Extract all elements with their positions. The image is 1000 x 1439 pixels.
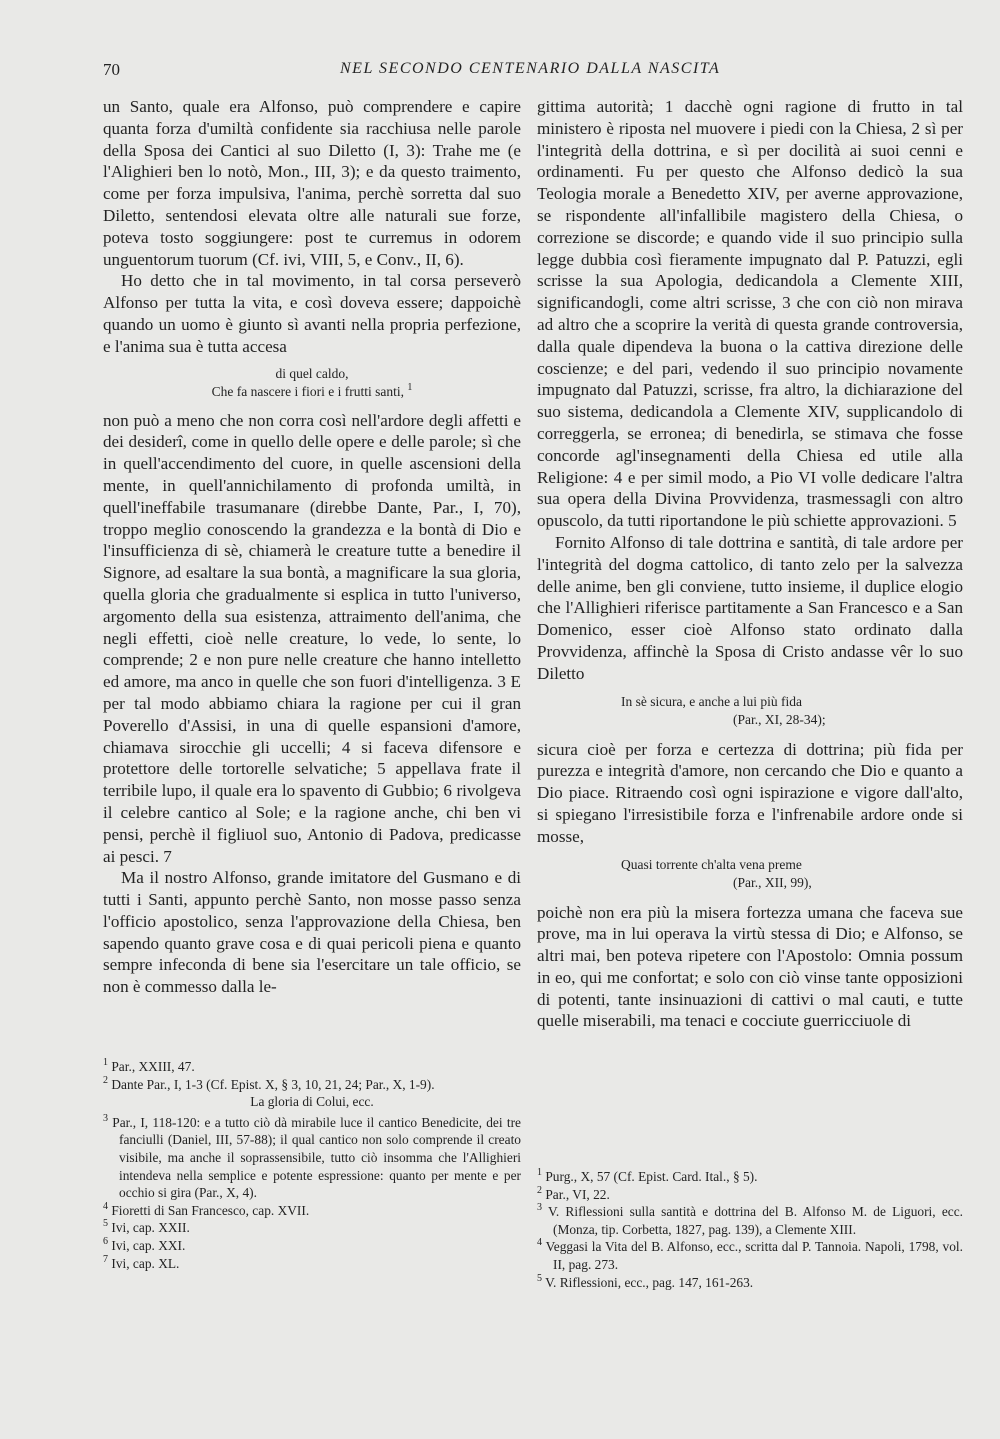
footnote [537, 1168, 963, 1186]
left-paragraph-4: Ma il nostro Alfonso, grande imitatore del Gusmano e di tutti i Santi, appunto perchè Santo, non mosse passo senza l'officio apostolico, senza l'approvazione della Chiesa, ben sapendo quanto grave cosa e di quai pericoli piena e quanto sempre infeconda di bene sia l'esercitare un tale officio, se non è commesso dalla le- [103, 868, 521, 997]
footnote [103, 1202, 521, 1220]
footnote [103, 1076, 521, 1094]
footnote-number: 7 [103, 1253, 108, 1265]
verse-line: In sè sicura, e anche a lui più fida [621, 693, 803, 709]
footnote-text: Dante Par., I, 1-3 (Cf. Epist. X, § 3, 10, 21, 24; Par., X, 1-9). [111, 1076, 435, 1092]
right-paragraph-2: Fornito Alfonso di tale dottrina e santità, di tale ardore per l'integrità del dogma cattolico, di tanto zelo per la salvezza delle anime, ben gli conviene, tutto insieme, il duplice elogio che l'Allighieri riferisce partitamente a San Francesco e a San Domenico, esser cioè Alfonso stato ordinato dalla Provvidenza, affinchè la Sposa di Cristo andasse vêr lo suo Diletto [537, 532, 963, 683]
page-number: 70 [103, 60, 120, 79]
right-footnotes [537, 1168, 963, 1291]
left-footnotes [103, 1058, 521, 1272]
footnote [103, 1237, 521, 1255]
footnote [537, 1274, 963, 1292]
footnote-number: 3 [537, 1202, 542, 1214]
verse-citation: (Par., XII, 99), [733, 874, 812, 890]
right-paragraph-3: sicura cioè per forza e certezza di dottrina; più fida per purezza e integrità d'amore, non cercando che Dio e quanto a Dio piace. Ritraendo così ogni ispirazione e vigore dall'alto, si spiegano l'irresistibile forza e l'infrenabile ardore onde si mosse, [537, 739, 963, 846]
footnote-number: 5 [103, 1218, 108, 1230]
verse-line-2-text: Che fa nascere i fiori e i frutti santi, [211, 383, 404, 399]
footnote-number: 1 [537, 1167, 542, 1178]
footnote [103, 1114, 521, 1202]
running-title: NEL SECONDO CENTENARIO DALLA NASCITA [340, 60, 721, 77]
footnote [537, 1238, 963, 1273]
right-column [537, 96, 963, 1032]
footnote-text: Ivi, cap. XXII. [111, 1220, 190, 1236]
left-column [103, 96, 521, 998]
footnote-text: Par., VI, 22. [545, 1186, 610, 1202]
right-verse-quote-2 [537, 856, 963, 892]
verse-line-1: di quel caldo, [275, 365, 349, 381]
footnote-text: Veggasi la Vita del B. Alfonso, ecc., scritta dal P. Tannoia. Napoli, 1798, vol. II, pag. 273. [545, 1239, 963, 1272]
footnote-text: Par., I, 118-120: e a tutto ciò dà mirabile luce il cantico Benedicite, dei tre fanciulli (Daniel, III, 57-88); il qual cantico non solo comprende il creato visibile, ma anche il soprassensibile, tutto ciò insomma che l'Allighieri intendeva nella semplice e potente espressione: quanto per mente e per occhio si gira (Par., X, 4). [112, 1114, 521, 1201]
left-paragraph-2: Ho detto che in tal movimento, in tal corsa perseverò Alfonso per tutta la vita, e così doveva essere; dappoichè quando un uomo è giunto sì avanti nella propria perfezione, e l'anima sua è tutta accesa [103, 271, 521, 356]
footnote-number: 4 [103, 1200, 108, 1212]
footnote-ref: 1 [407, 381, 413, 393]
footnote [103, 1058, 521, 1076]
footnote [103, 1219, 521, 1237]
footnote-text: Ivi, cap. XL. [111, 1255, 180, 1271]
right-paragraph-1: gittima autorità; 1 dacchè ogni ragione di frutto in tal ministero è riposta nel muovere i piedi con la Chiesa, 2 sì per l'integrità della dottrina, e sì per docilità ai suoi cenni e ordinamenti. Fu per questo che Alfonso dedicò la sua Teologia morale a Benedetto XIV, per averne approvazione, se rispondente all'infallibile magistero della Chiesa, o correzione se discorde; e quando vide il suo principio sulla legge dubbia così fieramente impugnato dal P. Patuzzi, egli scrisse la sua Apologia, dedicandola a Clemente XIII, significandogli, come altri scrisse, 3 che con ciò non mirava ad altro che a scoprire la verità di questa grande controversia, dalla quale dipendeva la buona o la cattiva direzione delle coscienze; e del pari, vedendo il suo principio novamente impugnato dal Patuzzi, scrisse, fra altro, la dichiarazione del suo sistema, dedicandola a Clemente XIV, supplicandolo di correggerla, se erronea; di benedirla, se stimava che fosse concorde agl'insegnamenti della Chiesa ed utile alla Religione: 4 e per simil modo, a Pio VI volle dedicare l'altra sua opera della Divina Provvidenza, trasmessagli con altro opuscolo, da tutti riportandone le più schiette approvazioni. 5 [537, 97, 963, 531]
footnote-number: 4 [537, 1237, 542, 1249]
footnote-number: 6 [103, 1235, 108, 1247]
verse-line: Quasi torrente ch'alta vena preme [621, 856, 802, 872]
footnote-text: Ivi, cap. XXI. [111, 1237, 186, 1253]
footnote-number: 2 [537, 1184, 542, 1196]
left-verse-quote [103, 365, 521, 401]
right-paragraph-4: poichè non era più la misera fortezza umana che faceva sue prove, ma in lui operava la virtù stessa di Dio; e Alfonso, se altri mai, ben poteva ripetere con l'Apostolo: Omnia possum in eo, qui me confortat; e solo con ciò vinse tante opposizioni di potenti, tante insinuazioni di cattivi o mal cauti, e tutte quelle miserabili, ma tenaci e cocciute guerricciuole di [537, 902, 963, 1031]
verse-line-2 [103, 383, 521, 401]
footnote-text: Par., XXIII, 47. [111, 1059, 195, 1074]
footnote [103, 1255, 521, 1273]
footnote-number: 1 [103, 1057, 108, 1068]
footnote-number: 2 [103, 1074, 108, 1086]
footnote [537, 1203, 963, 1238]
footnote-text: Purg., X, 57 (Cf. Epist. Card. Ital., § 5). [545, 1169, 758, 1184]
left-paragraph-1: un Santo, quale era Alfonso, può comprendere e capire quanta forza d'umiltà confidente sia racchiusa nelle parole della Sposa dei Cantici al suo Diletto (I, 3): Trahe me (e l'Alighieri ben lo notò, Mon., III, 3); e da questo traimento, come per forza impulsiva, l'anima, perchè sorretta dal suo Diletto, sentendosi elevata oltre alle naturali sue forze, poteva tosto soggiungere: post te curremus in odorem unguentorum tuorum (Cf. ivi, VIII, 5, e Conv., II, 6). [103, 97, 521, 269]
footnote-number: 5 [537, 1272, 542, 1284]
right-verse-quote-1 [537, 693, 963, 729]
verse-citation: (Par., XI, 28-34); [733, 711, 826, 727]
left-paragraph-3: non può a meno che non corra così nell'ardore degli affetti e dei desiderî, come in quello delle opere e delle parole; sì che in quell'accendimento del cuore, in quelle ascensioni della mente, in quell'annichilamento di profonda umiltà, in quell'ineffabile trasumanare (direbbe Dante, Par., I, 70), troppo meglio conoscendo la grandezza e la bontà di Dio e l'insufficienza di sè, chiamerà le creature tutte a benedire il Signore, ad esaltare la sua bontà, a magnificare la sua gloria, quella gloria che gradualmente si esplica in tutto l'universo, argomento della sua esistenza, attraimento dell'anima, che negli effetti, cioè nelle creature, lo vede, lo sente, lo comprende; 2 e non pure nelle creature che hanno intelletto ed amore, ma anco in quelle che son fuori d'intelligenza. 3 E per tal modo abbiamo chiara la ragione per cui il gran Poverello d'Assisi, in una di quelle espansioni d'amore, chiamava sirocchie gli uccelli; 4 si faceva difensore e protettore delle tortorelle selvatiche; 5 appellava frate il terribile lupo, il quale era lo spavento di Gubbio; 6 rivolgeva il celebre cantico al Sole; e la ragione anche, chi ben vi pensi, perchè il figliuol suo, Antonio di Padova, predicasse ai pesci. 7 [103, 410, 521, 866]
footnote-quote: La gloria di Colui, ecc. [250, 1094, 374, 1110]
footnote-text: V. Riflessioni sulla santità e dottrina del B. Alfonso M. de Liguori, ecc. (Monza, tip. Corbetta, 1827, pag. 139), a Clemente XIII. [547, 1204, 963, 1237]
footnote-text: Fioretti di San Francesco, cap. XVII. [111, 1202, 310, 1218]
footnote-text: V. Riflessioni, ecc., pag. 147, 161-263. [545, 1274, 754, 1290]
footnote [537, 1186, 963, 1204]
footnote-number: 3 [103, 1112, 108, 1124]
